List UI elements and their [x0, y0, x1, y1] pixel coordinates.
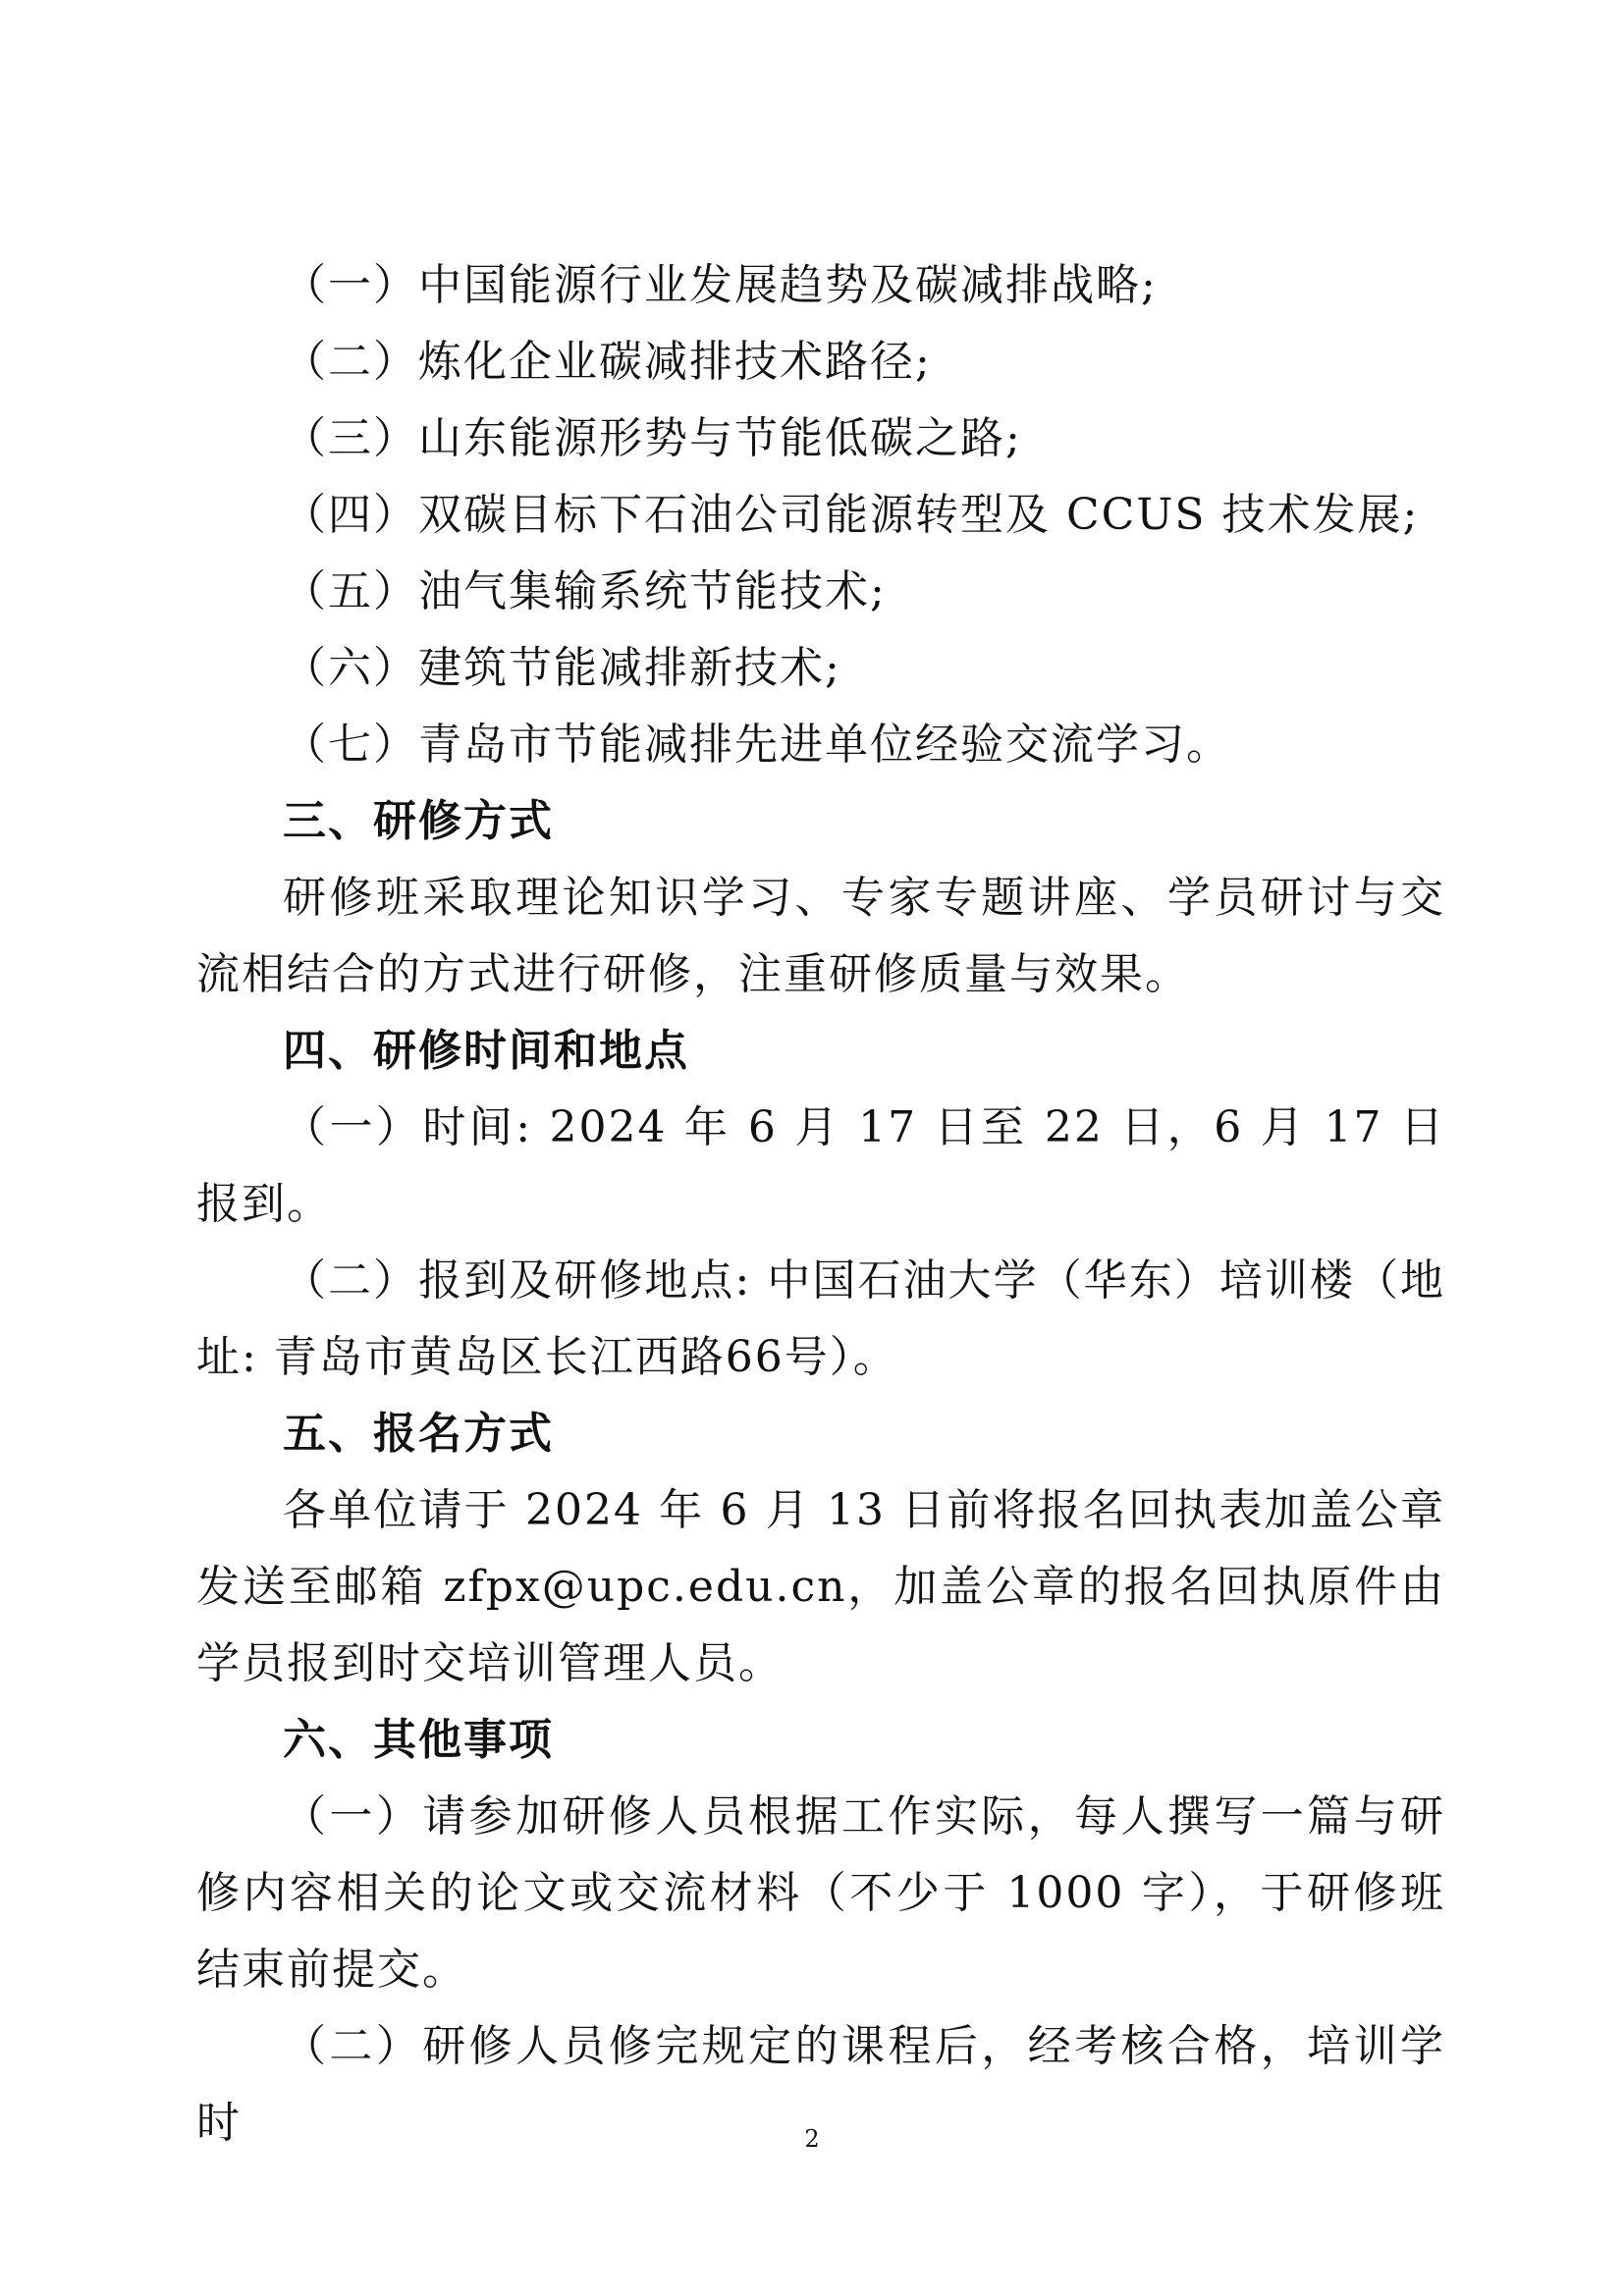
section-3-heading: 三、研修方式	[283, 796, 554, 846]
course-item-2: （二）炼化企业碳减排技术路径;	[283, 337, 932, 387]
section-6-heading: 六、其他事项	[283, 1715, 554, 1765]
section-5-body: 各单位请于 2024 年 6 月 13 日前将报名回执表加盖公章发送至邮箱 zfpx@upc.edu.cn，加盖公章的报名回执原件由学员报到时交培训管理人员。	[196, 1485, 1445, 1688]
section-4-heading: 四、研修时间和地点	[283, 1026, 689, 1076]
course-item-1: （一）中国能源行业发展趋势及碳减排战略;	[283, 260, 1158, 310]
section-4-time: （一）时间: 2024 年 6 月 17 日至 22 日，6 月 17 日报到。	[196, 1102, 1445, 1229]
section-3-body: 研修班采取理论知识学习、专家专题讲座、学员研讨与交流相结合的方式进行研修，注重研修质量与效果。	[196, 873, 1445, 999]
page-body	[196, 247, 1445, 2162]
course-item-4: （四）双碳目标下石油公司能源转型及 CCUS 技术发展;	[283, 490, 1420, 540]
section-6-item-1: （一）请参加研修人员根据工作实际，每人撰写一篇与研修内容相关的论文或交流材料（不少于 1000 字），于研修班结束前提交。	[196, 1791, 1445, 1995]
page-number: 2	[804, 2125, 820, 2153]
section-4-place: （二）报到及研修地点: 中国石油大学（华东）培训楼（地址: 青岛市黄岛区长江西路66号）。	[196, 1255, 1445, 1382]
section-5-heading: 五、报名方式	[283, 1409, 554, 1459]
course-item-6: （六）建筑节能减排新技术;	[283, 643, 841, 693]
section-6-item-2: （二）研修人员修完规定的课程后，经考核合格，培训学时	[196, 2021, 1445, 2148]
course-item-7: （七）青岛市节能减排先进单位经验交流学习。	[283, 720, 1231, 770]
course-item-3: （三）山东能源形势与节能低碳之路;	[283, 413, 1022, 463]
course-item-5: （五）油气集输系统节能技术;	[283, 566, 887, 616]
